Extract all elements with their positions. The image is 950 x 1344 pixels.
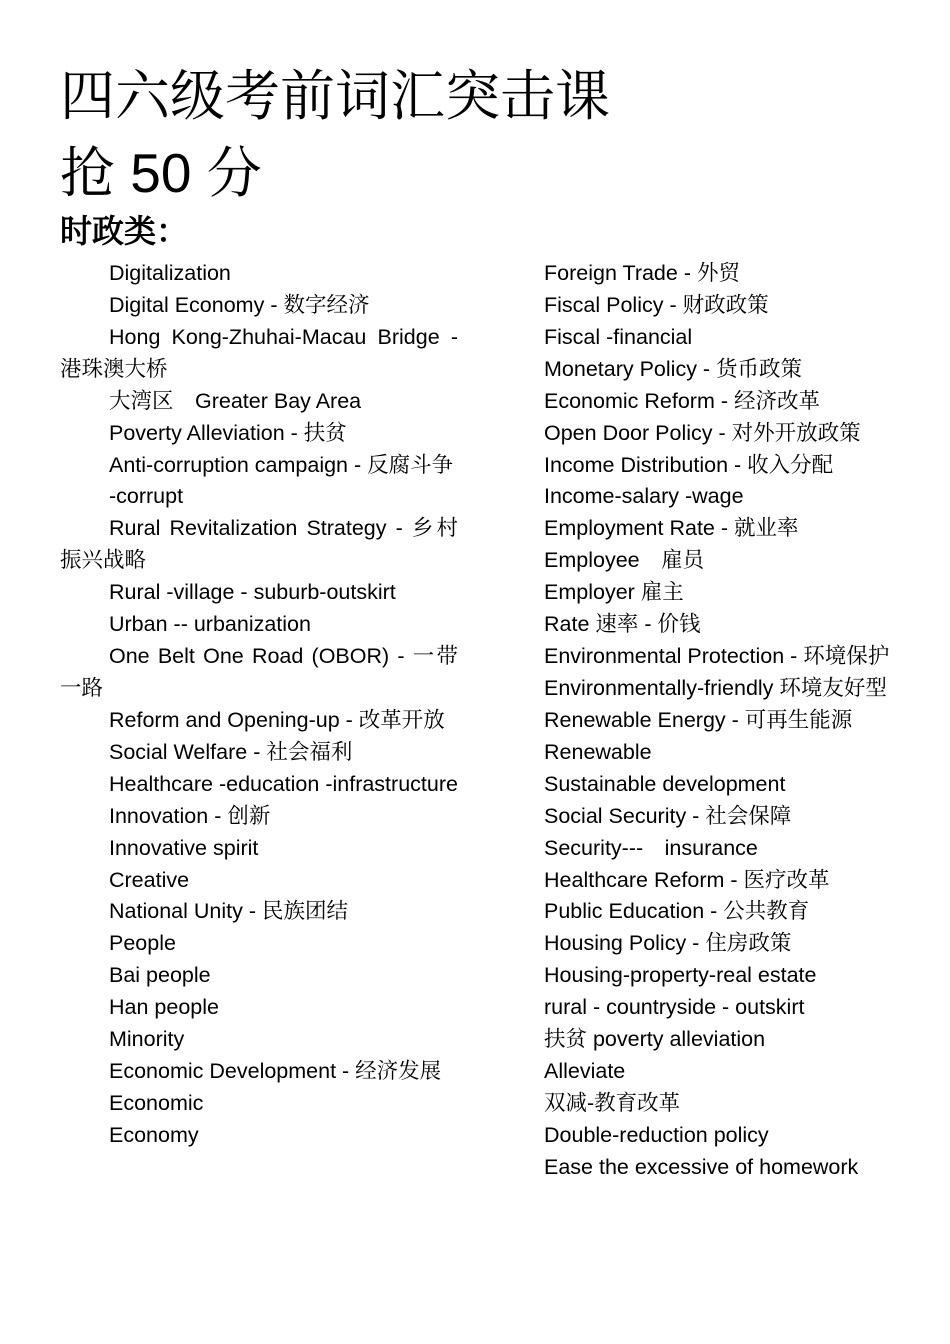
vocabulary-entry: Han people [109,995,219,1020]
vocabulary-entry: 大湾区 Greater Bay Area [109,388,362,413]
vocabulary-entry: Urban -- urbanization [109,612,311,637]
vocabulary-entry: Creative [109,867,190,892]
vocabulary-entry: Healthcare -education -infrastructure [109,771,458,796]
vocabulary-entry: Monetary Policy - 货币政策 [544,356,803,381]
vocabulary-entry: Minority [109,1027,185,1052]
vocabulary-entry: Housing Policy - 住房政策 [544,931,792,956]
vocabulary-entry: Rural -village - suburb-outskirt [109,580,396,605]
vocabulary-entry: Ease the excessive of homework [544,1154,859,1179]
vocabulary-entry: Social Security - 社会保障 [544,803,792,828]
vocabulary-entry: Poverty Alleviation - 扶贫 [109,420,347,445]
vocabulary-entry: Sustainable development [544,771,786,796]
vocabulary-entry: Reform and Opening-up - 改革开放 [109,707,445,732]
vocabulary-entry: Economic Reform - 经济改革 [544,388,820,413]
vocabulary-entry: Double-reduction policy [544,1122,769,1147]
vocabulary-entry: rural - countryside - outskirt [544,995,805,1020]
vocabulary-entry: Renewable Energy - 可再生能源 [544,707,853,732]
vocabulary-entry: Housing-property-real estate [544,963,817,988]
vocabulary-entry: Rural Revitalization Strategy - 乡村振兴战略 [60,516,458,573]
vocabulary-entry: Foreign Trade - 外贸 [544,261,740,285]
vocabulary-entry: Hong Kong-Zhuhai-Macau Bridge - 港珠澳大桥 [60,324,458,381]
vocabulary-entry: -corrupt [109,484,184,509]
vocabulary-entry: Digital Economy - 数字经济 [109,292,370,317]
vocabulary-entry: Innovative spirit [109,835,259,860]
vocabulary-entry: One Belt One Road (OBOR) - 一带一路 [60,644,458,700]
vocabulary-entry: Economic [109,1090,204,1115]
vocabulary-entry: Employer 雇主 [544,580,684,605]
vocabulary-entry: Income Distribution - 收入分配 [544,452,834,477]
right-vocabulary-column [495,258,893,1184]
vocabulary-entry: 双减-教育改革 [544,1090,681,1115]
left-vocabulary-column [60,258,458,1152]
vocabulary-entry: Economic Development - 经济发展 [109,1059,442,1084]
vocabulary-entry: Digitalization [109,261,231,285]
vocabulary-entry: Environmental Protection - 环境保护 [544,644,890,669]
vocabulary-entry: Employment Rate - 就业率 [544,516,799,541]
vocabulary-entry: Security--- insurance [544,835,758,860]
vocabulary-entry: Alleviate [544,1059,626,1084]
vocabulary-entry: Open Door Policy - 对外开放政策 [544,420,861,445]
document-title: 四六级考前词汇突击课 [60,65,611,127]
vocabulary-entry: Fiscal Policy - 财政政策 [544,292,769,317]
vocabulary-entry: Anti-corruption campaign - 反腐斗争 [109,452,454,477]
vocabulary-entry: Public Education - 公共教育 [544,899,810,924]
vocabulary-entry: Fiscal -financial [544,324,693,349]
vocabulary-entry: Rate 速率 - 价钱 [544,612,701,637]
vocabulary-entry: Income-salary -wage [544,484,744,509]
vocabulary-entry: Employee 雇员 [544,548,705,573]
vocabulary-entry: Renewable [544,739,652,764]
vocabulary-entry: Economy [109,1122,199,1147]
vocabulary-entry: Environmentally-friendly 环境友好型 [544,675,887,700]
vocabulary-entry: Innovation - 创新 [109,803,271,828]
vocabulary-entry: 扶贫 poverty alleviation [544,1027,766,1052]
vocabulary-entry: People [109,931,176,956]
vocabulary-entry: Social Welfare - 社会福利 [109,739,353,764]
vocabulary-entry: National Unity - 民族团结 [109,899,348,924]
document-subtitle: 抢 50 分 [60,142,262,204]
vocabulary-entry: Healthcare Reform - 医疗改革 [544,867,830,892]
section-heading: 时政类： [60,213,189,249]
vocabulary-entry: Bai people [109,963,211,988]
